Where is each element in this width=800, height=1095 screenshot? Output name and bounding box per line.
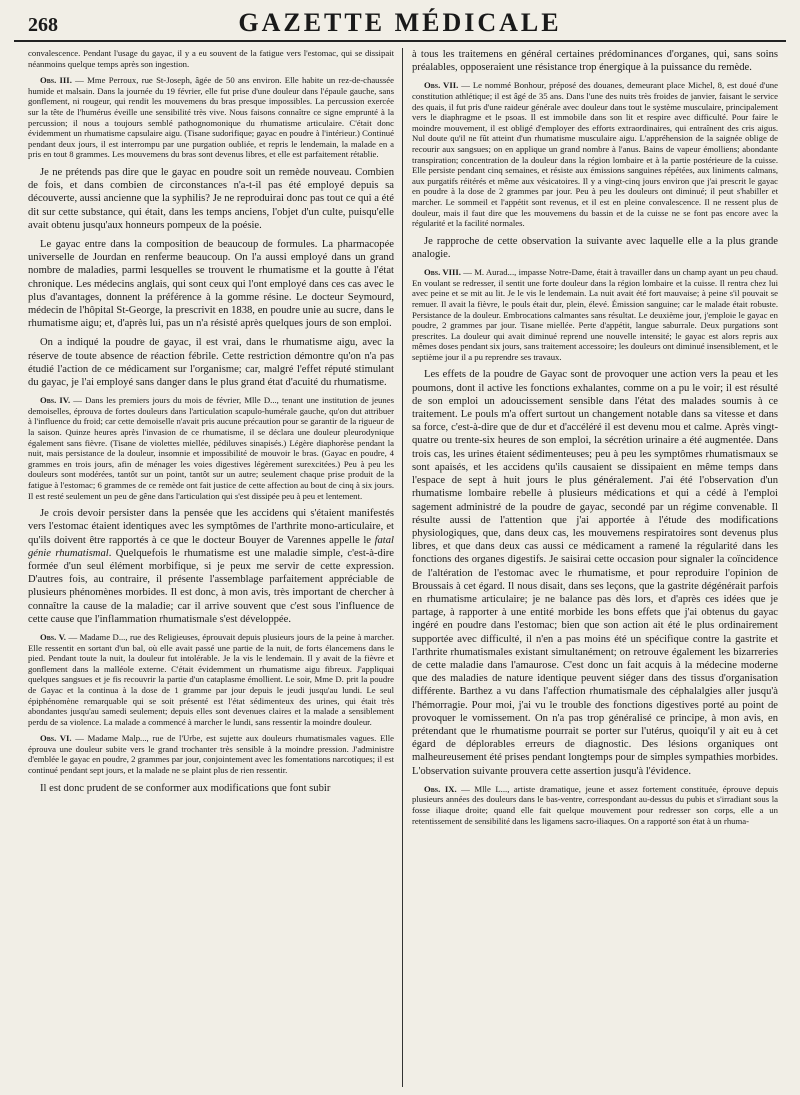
body-paragraph [28,238,394,330]
body-paragraph [412,48,778,74]
body-paragraph [412,235,778,261]
observation-paragraph [28,395,394,501]
body-paragraph [28,336,394,389]
observation-paragraph [28,632,394,727]
paragraph-text: — Mlle L..., artiste dramatique, jeune et assez fortement constituée, éprouve depuis plusieurs années des douleurs dans le bas-ventre, correspondant au-dessus du pubis et s'irradiant sous la fosse iliaque droite; quand elle fait quelque mouvement pour redresser son corps, elle a un retentissement de sensibilité dans les ligamens sacro-iliaques. On a rapporté son état à un rhuma- [412,783,778,826]
paragraph-text: Les effets de la poudre de Gayac sont de provoquer une action vers la peau et les poumons, dont il active les fonctions exhalantes, comme on a pu le voir; il est résulté de son emploi un adoucissement sensible dans l'état des malades soumis à ce traitement. Le pouls m'a offert surtout un changement notable dans sa vitesse et dans sa force, c'est-à-dire que de dur et d'accéléré il est devenu mou et calme. Après vingt-quatre ou trente-six heures de son emploi, la sécrétion urinaire a été augmentée. Dans trois cas, les urines étaient sédimenteuses; peu à peu les symptômes rhumatismaux se sont apaisés, et les accidens qu'ils causaient se dissipaient en même temps dans l'espace de sept à huit jours le plus généralement. J'ai été l'observation d'un rhumatisme lombaire rebelle à plusieurs médications et qui a cédé à l'emploi sagement administré de la poudre de gayac, secondé par un régime convenable. Il résulte aussi de l'attention que j'ai apportée à l'étude des modifications physiologiques, que, dans deux cas, les mouvemens respiratoires sont devenus plus libres, et que dans deux cas aussi ce médicament a ramené la régularité dans les fonctions des organes digestifs. Je saisirai cette occasion pour signaler la coïncidence de l'altération de l'estomac avec le rhumatisme, et pour reproduire l'opinion de Broussais à cet égard. Il nous disait, dans ses leçons, que la gastrite dégénérait parfois en rhumatisme articulaire; je ne balance pas dès lors, et d'après ces idées que je partage, à rapporter à une entité morbide les bons effets que j'ai obtenus du gayac ingéré en poudre dans l'estomac; bien que son action ait été le plus ordinairement supportée avec difficulté, il n'en a pas moins été un spécifique contre la gastrite et l'arthrite rhumatismales existant simultanément; on retrouve également les bizarreries de cette maladie dans l'amaurose. C'est donc un fait acquis à la médecine moderne que des maladies de nature identique peuvent siéger dans des tissus d'organisation différente. Barthez a vu dans l'affection rhumatismale des céphalalgies aller jusqu'à l'hémorragie. Pour moi, j'ai vu le trouble des fonctions digestives porté au point de provoquer le vomissement. On n'a pas trop généralisé ce principe, à mon avis, en prétendant que le rhumatisme pourrait se porter sur l'utérus, quoiqu'il y ait eu à cet égard de déplorables erreurs de diagnostic. Des lésions organiques ont malheureusement été prises pendant longtemps pour de simples sympathies morbides. L'observation suivante prouvera cette assertion jusqu'à l'évidence. [412,369,778,777]
observation-label: Obs. VI. [40,733,72,744]
observation-paragraph [28,75,394,160]
left-column [28,48,394,1089]
paragraph-text: convalescence. Pendant l'usage du gayac, il y a eu souvent de la fatigue vers l'estomac, qui se dissipait néanmoins quelque temps après son ingestion. [28,48,394,69]
paragraph-text: — Le nommé Bonhour, préposé des douanes, demeurant place Michel, 8, est doué d'une constitution athlétique; il est âgé de 35 ans. Dans l'une des nuits très froides de janvier, faisant le service des quais, il fut pris d'une raideur générale avec douleur dans tout le système musculaire, principalement vers le diaphragme et le psoas. Il est immobile dans son lit et respire avec difficulté. Pour faire le moindre mouvement, il est obligé d'employer des efforts extraordinaires, qui entraînent des cris aigus. Nul doute qu'il ne fût atteint d'un rhumatisme musculaire aigu. L'appréhension de la saignée oblige de recourir aux sangsues; on en applique un grand nombre à l'anus. Bains de vapeur émolliens; abondante transpiration; concentration de la douleur dans la région lombaire et à la partie postérieure de la cuisse. Elle persiste pendant cinq semaines, et résiste aux émissions sanguines répétées, aux liniments calmans, aux purgatifs réitérés et même aux vésicatoires. Il y a vingt-cinq jours environ que j'ai prescrit le gayac en poudre à la dose de 2 grammes par jour. Peu à peu les douleurs ont diminué; il peut s'habiller et marcher. Le sommeil et l'appétit sont revenus, et il est en pleine convalescence. Il ne ressent plus de douleur, mais il faut dire que les mouvemens du bassin et de la cuisse ne se font pas encore avec la régularité et la facilité normales. [412,80,778,229]
body-paragraph [28,782,394,795]
paragraph-text: Je crois devoir persister dans la pensée que les accidens qui s'étaient manifestés vers l'estomac étaient identiques avec les symptômes de l'arthrite mono-articulaire, et qu'ils doivent être rapportés à ce que le docteur Bouyer de Varennes appelle le [28,508,394,546]
journal-title: GAZETTE MÉDICALE [238,8,562,37]
observation-label: Obs. III. [40,75,72,86]
body-paragraph [28,48,394,69]
paragraph-text: — Madame D..., rue des Religieuses, éprouvait depuis plusieurs jours de la peine à marcher. Elle ressentit en sortant d'un bal, où elle avait passé une partie de la nuit, de forts élancemens dans le pied. Pendant toute la nuit, la douleur fut intolérable. Je la vis le lendemain. Il y avait de la fièvre et gonflement dans la malléole externe. C'était évidemment un rhumatisme aigu fibreux. J'appliquai quelques sangsues et je fis recouvrir la partie d'un cataplasme émollient. Le soir, Mme D. prit la poudre de Gayac et la continua à la dose de 1 gramme par jour depuis le jeudi jusqu'au lundi. Le seul épiphénomène remarquable qui se soit présenté est l'état sédimenteux des urines, qui était très abondantes jusqu'au samedi seulement; depuis elles sont devenues claires et la malade a sensiblement perdu de sa violence. La malade a commencé à marcher le lundi, sans ressentir la moindre douleur. [28,631,394,727]
observation-paragraph [412,267,778,362]
observation-label: Obs. IV. [40,395,71,406]
paragraph-text: — Mme Perroux, rue St-Joseph, âgée de 50 ans environ. Elle habite un rez-de-chaussée humide et malsain. Dans la journée du 19 février, elle fut prise d'une douleur dans l'épaule gauche, sans gonflement, ni rougeur, qui rendit les mouvemens du bras presque impossibles. La percussion exercée sur la tête de l'humérus éveille une sensibilité très vive. Nous faisons connaître ce signe emprunté à la percussion; il nous a toujours semblé pathognomonique du rhumatisme articulaire. C'était donc évidemment un rhumatisme capsulaire aigu. (Tisane sudorifique; gayac en poudre à l'intérieur.) Continué pendant deux jours, il est interrompu par une purgation oubliée, et repris le lendemain, la malade en a pris en tout 8 grammes. Les mouvemens du bras sont devenus libres, et elle est parfaitement rétablie. [28,75,394,160]
observation-paragraph [412,80,778,228]
paragraph-text: à tous les traitemens en général certaines prédominances d'organes, qui, sans soins préalables, opposeraient une résistance trop énergique à la puissance du remède. [412,49,778,74]
paragraph-text: Je rapproche de cette observation la suivante avec laquelle elle a la plus grande analogie. [412,235,778,260]
paragraph-text: Le gayac entre dans la composition de beaucoup de formules. La pharmacopée universelle de Jourdan en renferme beaucoup. On l'a aussi employé dans un grand nombre de maladies, parmi lesquelles se trouvent le rhumatisme et la goutte à l'état chronique. Les médecins anglais, qui sont ceux qui l'ont employé dans ces cas avec le plus d'avantages, donnent la préférence à la gomme résine. Le docteur Seymourd, médecin de l'hôpital St-George, la prescrivit en 1838, en poudre unie au sucre, dans le rhumatisme aigu; et, d'après lui, pas un n'a résisté après quelques jours de son emploi. [28,238,394,330]
paragraph-text: . Quelquefois le rhumatisme est une maladie simple, c'est-à-dire formée d'un seul élément morbifique, si je peux me servir de cette expression. D'autres fois, au contraire, il présente l'assemblage parfaitement appréciable de plusieurs phénomènes morbides. Il est donc, à mon avis, très important de chercher à connaître la cause de la maladie; car il arrive souvent que c'est sous l'influence de cette cause que l'inflammation rhumatismale s'est développée. [28,547,394,625]
observation-label: Obs. IX. [424,783,457,794]
body-paragraph [412,368,778,777]
paragraph-text: — Madame Malp..., rue de l'Urbe, est sujette aux douleurs rhumatismales vagues. Elle éprouva une douleur subite vers le grand trochanter très sensible à la moindre pression. J'administre d'emblée le gayac en poudre, 2 grammes par jour, conjointement avec les fomentations narcotiques; il est continué pendant sept jours, et la malade ne se plaint plus de rien ressentir. [28,733,394,776]
observation-label: Obs. V. [40,631,66,642]
paragraph-text: On a indiqué la poudre de gayac, il est vrai, dans le rhumatisme aigu, avec la réserve de toute absence de réaction fébrile. Cette restriction démontre qu'on n'a pas étudié l'action de ce médicament sur l'organisme; car, malgré l'effet réputé stimulant du gayac, je l'ai employé sans danger dans le plus grand état d'acuité du rhumatisme. [28,337,394,388]
observation-paragraph [412,784,778,826]
page-header [14,6,786,42]
paragraph-text: Je ne prétends pas dire que le gayac en poudre soit un remède nouveau. Combien de fois, et dans combien de circonstances n'a-t-il pas été employé depuis sa découverte, aussi ancienne que la syphilis? Je ne reproduirai donc pas tout ce qui a été dit sur cette substance, qui était, dans les temps anciens, l'objet d'un culte, puisqu'elle avait obtenu jusqu'aux honneurs pompeux de la poésie. [28,166,394,231]
paragraph-text: Il est donc prudent de se conformer aux modifications que font subir [40,782,331,794]
paragraph-text: — M. Aurad..., impasse Notre-Dame, était à travailler dans un champ ayant un peu chaud. En voulant se redresser, il sentit une forte douleur dans la région lombaire et la cuisse. Il rentra chez lui avec peine et se mit au lit. Je le vis le lendemain. La nuit avait été fort mauvaise; à peine s'il pouvait se remuer. Il avait la fièvre, le pouls était dur, plein, élevé. Émission sanguine; car le malade était robuste. Persistance de la douleur. Embrocations calmantes sans résultat. Le deuxième jour, j'emploie le gayac en poudre, 2 grammes par jour. Tisane miellée. Perte d'appétit, langue saburrale. Deux purgations sont prescrites. La douleur qui avait diminué reprend une nouvelle intensité; le gayac est alors repris aux mêmes doses pendant six jours, sans traitement accessoire; les douleurs ont diminué insensiblement, et le septième jour il a pu reprendre ses travaux. [412,267,778,362]
emphasis-text: fatal génie rhumatismal [28,534,394,559]
body-paragraph [28,166,394,232]
page-number: 268 [28,14,58,36]
paragraph-text: — Dans les premiers jours du mois de février, Mlle D..., tenant une institution de jeunes demoiselles, éprouva de fortes douleurs dans l'articulation scapulo-humérale gauche, qu'on dut attribuer à l'influence du froid; car cette demoiselle n'avait pris aucune précaution pour se garantir de la rigueur de la saison. Quinze heures après l'invasion de ce rhumatisme, il se déclara une douleur pleurodynique également sans fièvre. (Tisane de violettes miellée, pédiluves sinapisés.) Légère diaphorèse pendant la nuit, mais persistance de la douleur, insomnie et impossibilité de mouvoir le bras. (Gayac en poudre, 4 grammes en trois jours, afin de ménager les voies digestives légèrement surexcitées.) Peu à peu les douleurs sont modérées, tantôt sur un point, tantôt sur un autre; seulement chaque prise produit de la fatigue à l'estomac; 6 grammes de ce remède ont fait justice de cette affection au bout de cinq à six jours. Il est resté seulement un peu de gêne dans l'articulation qui s'est dissipée peu à peu et lentement. [28,395,394,501]
column-divider [402,48,403,1087]
observation-label: Obs. VIII. [424,267,461,278]
body-paragraph [28,507,394,626]
observation-label: Obs. VII. [424,80,459,91]
right-column [412,48,778,1089]
observation-paragraph [28,733,394,775]
